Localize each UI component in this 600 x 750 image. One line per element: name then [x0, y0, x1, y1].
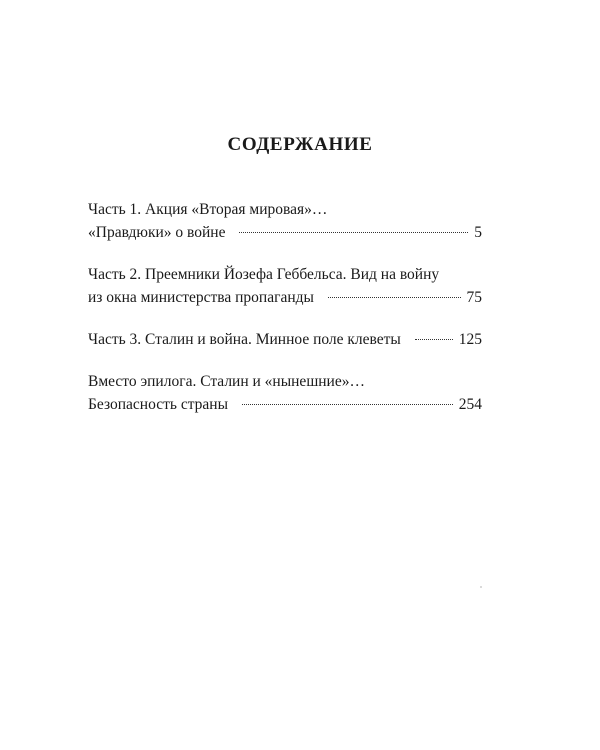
toc-page-number: 5 [474, 224, 482, 241]
toc-entry-subtitle: Безопасность страны [88, 396, 229, 413]
dot-leader [328, 297, 461, 298]
toc-entry-part-1[interactable] [88, 198, 482, 244]
toc-entry-subline [88, 221, 482, 244]
toc-entry-heading: Часть 1. Акция «Вторая мировая»… [88, 201, 328, 218]
toc-entry-subline [88, 393, 482, 416]
toc-title: СОДЕРЖАНИЕ [227, 134, 373, 155]
toc-entry-heading: Часть 2. Преемники Йозефа Геббельса. Вид на войну [88, 266, 440, 283]
toc-entry-subline [88, 286, 482, 309]
toc-entry-part-3[interactable] [88, 328, 482, 351]
dot-leader [415, 339, 453, 340]
table-of-contents [88, 198, 482, 416]
toc-entry-subtitle: из окна министерства пропаганды [88, 289, 314, 306]
scan-speck [480, 586, 482, 588]
toc-entry-epilogue[interactable] [88, 370, 482, 416]
toc-entry-line [88, 328, 482, 351]
toc-entry-part-2[interactable] [88, 263, 482, 309]
toc-page-number: 75 [466, 289, 482, 306]
dot-leader [239, 232, 468, 233]
dot-leader [242, 404, 453, 405]
toc-page-number: 125 [458, 331, 482, 348]
toc-entry-heading: Вместо эпилога. Сталин и «нынешние»… [88, 373, 365, 390]
toc-entry-heading: Часть 3. Сталин и война. Минное поле клеветы [88, 331, 401, 348]
toc-page-number: 254 [458, 396, 482, 413]
toc-entry-subtitle: «Правдюки» о войне [88, 224, 226, 241]
